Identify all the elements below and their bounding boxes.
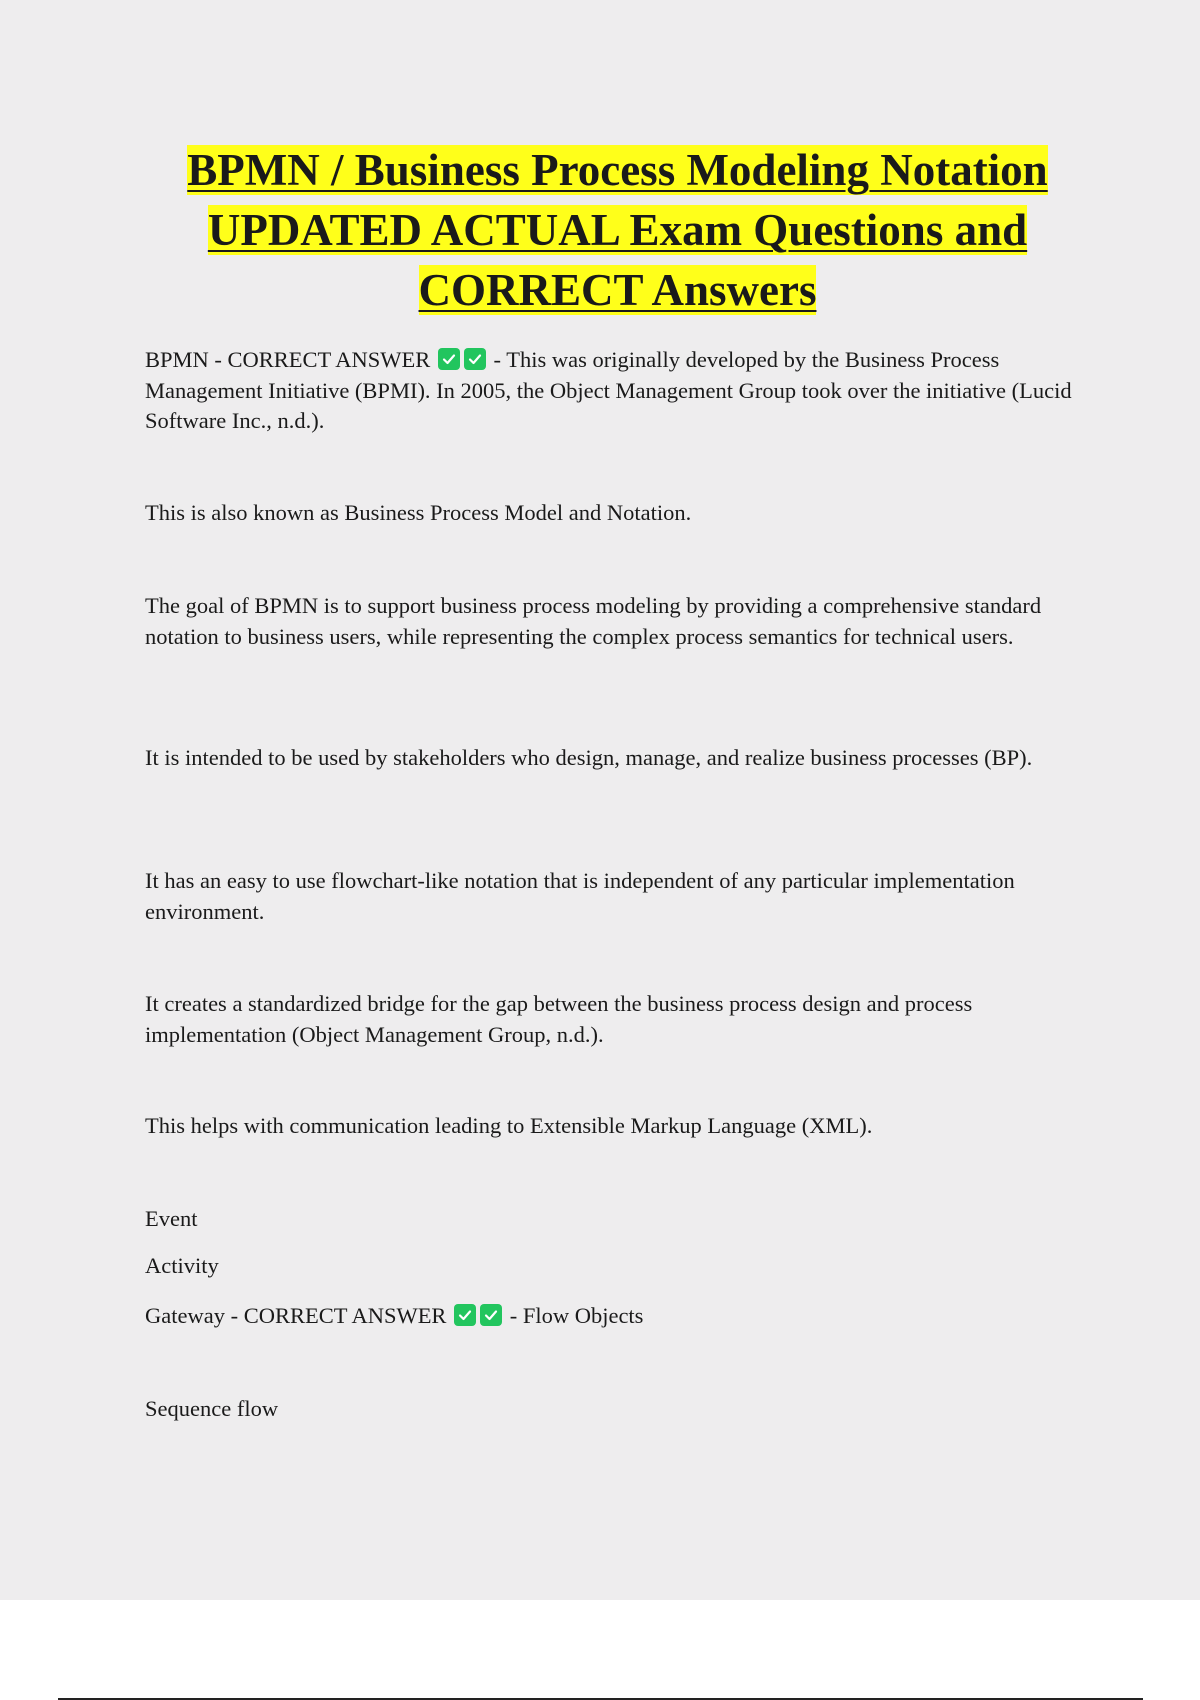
- bpmn-answer-paragraph: [145, 345, 1100, 437]
- item-activity: Activity: [145, 1253, 219, 1278]
- check-mark-icon: [438, 348, 460, 370]
- item-event: Event: [145, 1206, 198, 1231]
- title-line-2: UPDATED ACTUAL Exam Questions and: [207, 205, 1028, 255]
- gateway-answer-text: - Flow Objects: [509, 1303, 644, 1328]
- paragraph-xml: This helps with communication leading to Extensible Markup Language (XML).: [145, 1113, 873, 1138]
- gateway-question-label: Gateway - CORRECT ANSWER: [145, 1303, 447, 1328]
- paragraph-stakeholders: It is intended to be used by stakeholders who design, manage, and realize business processes (BP).: [145, 745, 1033, 770]
- title-line-1: BPMN / Business Process Modeling Notation: [187, 145, 1048, 195]
- paragraph-also-known: This is also known as Business Process Model and Notation.: [145, 500, 692, 525]
- paragraph-goal: The goal of BPMN is to support business process modeling by providing a comprehensive standard notation to business users, while representing the complex process semantics for technical users.: [145, 593, 1042, 649]
- check-mark-icon: [480, 1304, 502, 1326]
- gateway-answer-paragraph: [145, 1301, 1100, 1332]
- check-mark-icon: [454, 1304, 476, 1326]
- item-sequence-flow: Sequence flow: [145, 1396, 279, 1421]
- bpmn-answer-text: - This was originally developed by the Business Process Management Initiative (BPMI). In 2005, the Object Management Group took over the initiative (Lucid Software Inc., n.d.).: [145, 347, 1072, 433]
- paragraph-flowchart: It has an easy to use flowchart-like notation that is independent of any particular implementation environment.: [145, 868, 1015, 924]
- paragraph-bridge: It creates a standardized bridge for the gap between the business process design and process implementation (Object Management Group, n.d.).: [145, 991, 973, 1047]
- title-line-3: CORRECT Answers: [418, 265, 817, 315]
- document-title: [130, 140, 1105, 320]
- bpmn-question-label: BPMN - CORRECT ANSWER: [145, 347, 431, 372]
- check-mark-icon: [464, 348, 486, 370]
